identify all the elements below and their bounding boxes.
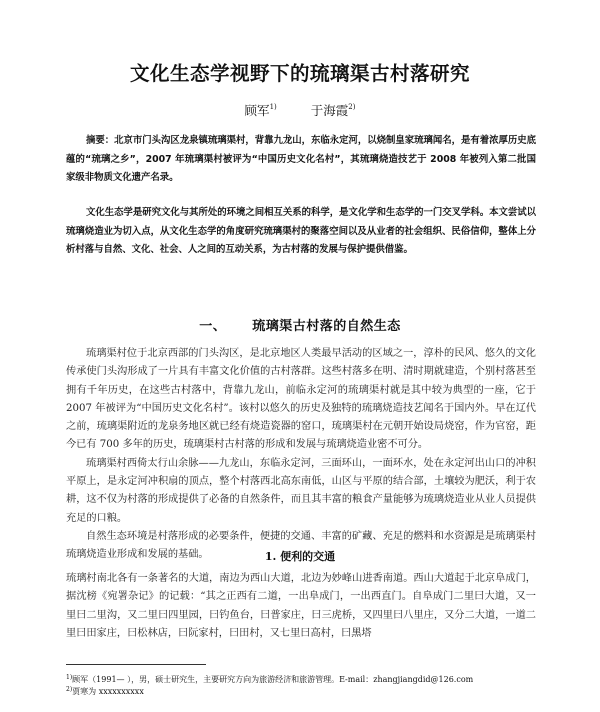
footnote-rule	[66, 664, 206, 665]
section-heading-1-1: 1. 便利的交通	[264, 550, 336, 563]
paragraph-3: 自然生态环境是村落形成的必要条件，便捷的交通、丰富的矿藏、充足的燃料和水资源是是琉璃渠村琉璃烧造业形成和发展的基础。	[66, 530, 536, 561]
footnote-2: $^{2)}$贾寒为 xxxxxxxxxx	[66, 686, 144, 696]
section-1-body	[66, 345, 536, 565]
section-heading-1: 一、 琉璃渠古村落的自然生态	[199, 319, 401, 334]
paragraph-4: 琉璃村南北各有一条著名的大道，南边为西山大道，北边为妙峰山进香南道。西山大道起于北京阜成门，据沈榜《宛署杂记》的记载：“其之正西有二道，一出阜成门，一出西直门。自阜成门二里曰大道，又一里曰二里沟，又二里曰四里园，曰钓鱼台，曰普家庄，曰三虎桥，又四里曰八里庄，又分二大道，一道二里曰田家庄，曰松林店，曰阮家村，曰田村，又七里曰高村，曰黑塔	[66, 573, 536, 639]
section-1-1-body	[66, 570, 536, 643]
paragraph-2: 琉璃渠村西倚太行山余脉——九龙山，东临永定河，三面环山，一面环水，处在永定河出山口的冲积平原上，是永定河冲积扇的顶点，整个村落西北高东南低，山区与平原的结合部，土壤较为肥沃，利于农耕，这不仅为村落的形成提供了必备的自然条件，而且其丰富的粮食产量能够为琉璃烧造业从业人员提供充足的口粮。	[66, 457, 536, 524]
paragraph-1: 琉璃渠村位于北京西部的门头沟区，是北京地区人类最早活动的区域之一，淳朴的民风、悠久的文化传承使门头沟形成了一片具有丰富文化价值的古村落群。这些村落多在明、清时期就建造，个别村落甚至拥有千年历史，在这些古村落中，背靠九龙山，前临永定河的琉璃渠村就是其中较为典型的一座，它于 2007 年被评为“中国历史文化名村”。该村以悠久的历史及独特的琉璃烧造技艺闻名于国内外。早在辽代之前，琉璃渠附近的龙泉务地区就已经有烧造瓷器的窑口，琉璃渠村在元朝开始设局烧窑，作为官窑，距今已有 700 多年的历史，琉璃渠村古村落的形成和发展与琉璃烧造业密不可分。	[66, 348, 536, 451]
abstract-text: 摘要：北京市门头沟区龙泉镇琉璃渠村，背靠九龙山，东临永定河，以烧制皇家琉璃闻名，是有着浓厚历史底蕴的“琉璃之乡”，2007 年琉璃渠村被评为“中国历史文化名村”，其琉璃烧造技艺于 2008 年被列入第二批国家级非物质文化遗产名录。	[66, 135, 537, 183]
key-paragraph-text: 文化生态学是研究文化与其所处的环境之间相互关系的科学，是文化学和生态学的一门交叉学科。本文尝试以琉璃烧造业为切入点，从文化生态学的角度研究琉璃渠村的聚落空间以及从业者的社会组织、民俗信仰，整体上分析村落与自然、文化、社会、人之间的互动关系，为古村落的发展与保护提供借鉴。	[66, 207, 537, 255]
author-2: 于海霞$^{2)}$	[310, 103, 356, 118]
abstract	[66, 132, 536, 188]
author-line	[0, 101, 600, 119]
footnote-1: $^{1)}$顾军（1991— ），男，硕士研究生，主要研究方向为旅游经济和旅游管理。E-mail：zhangjiangdid@126.com	[66, 674, 474, 684]
paper-title: 文化生态学视野下的琉璃渠古村落研究	[129, 62, 470, 85]
key-paragraph	[66, 204, 536, 260]
author-1: 顾军$^{1)}$	[244, 103, 277, 118]
